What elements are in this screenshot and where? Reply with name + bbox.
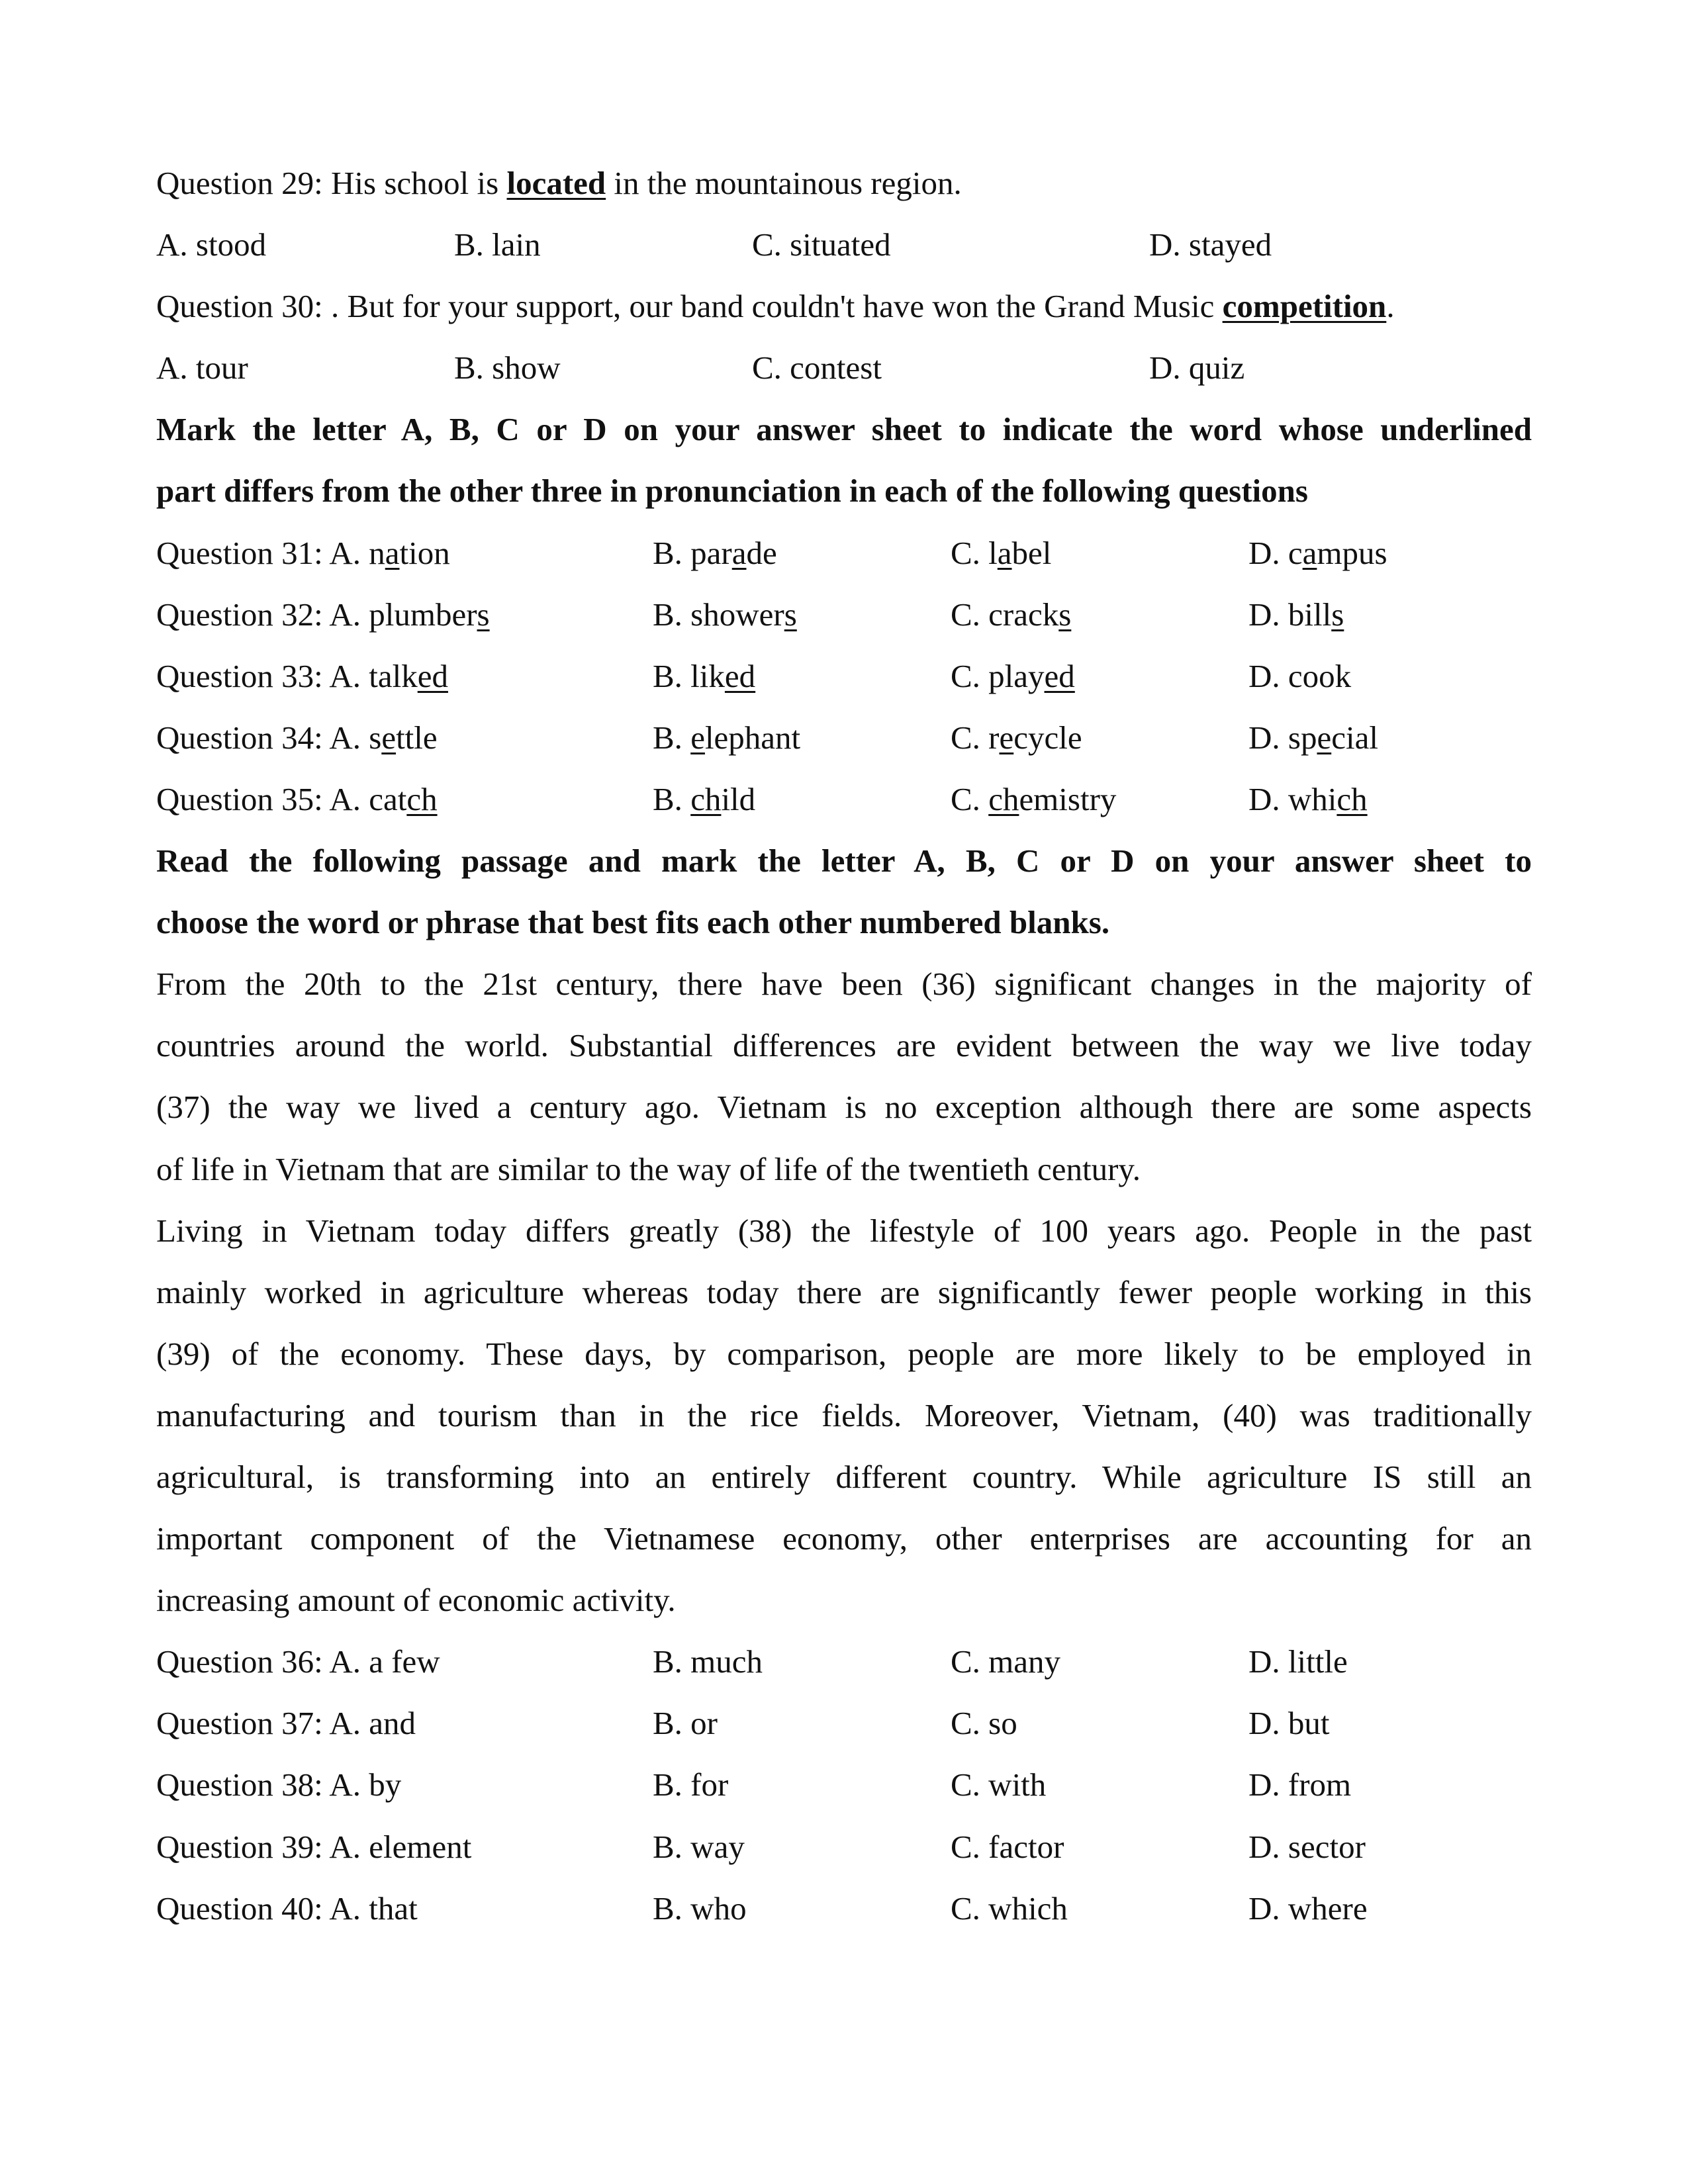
- underlined-part: a: [997, 534, 1012, 571]
- cloze-question-row: [156, 1692, 1532, 1754]
- option-text: A. and: [329, 1705, 416, 1742]
- option-c: [951, 768, 1116, 830]
- keyword: located: [506, 165, 606, 201]
- option-text: D. from: [1248, 1766, 1352, 1803]
- option-text: D. cook: [1248, 657, 1352, 694]
- question-text: Question 29: His school is: [156, 165, 507, 201]
- option-d: [1248, 1878, 1368, 1939]
- underlined-part: e: [1317, 719, 1332, 756]
- option-b: [653, 1754, 728, 1815]
- passage-line: manufacturing and tourism than in the rice fields. Moreover, Vietnam, (40) was traditionally: [156, 1396, 1532, 1433]
- option-c: [951, 1816, 1064, 1878]
- option-d: D. stayed: [1149, 226, 1272, 263]
- option-text: B. way: [653, 1828, 745, 1865]
- keyword: competition: [1222, 288, 1387, 325]
- option-c: [951, 707, 1082, 768]
- pronunciation-question-row: [156, 645, 1532, 707]
- cloze-question-row: [156, 1754, 1532, 1815]
- option-text: de: [746, 534, 777, 571]
- option-c: [951, 1878, 1068, 1939]
- pronunciation-question-row: [156, 584, 1532, 645]
- passage-line: Living in Vietnam today differs greatly (38) the lifestyle of 100 years ago. People in the past: [156, 1212, 1532, 1249]
- pronunciation-question-row: [156, 707, 1532, 768]
- instruction-pronunciation-line-2: part differs from the other three in pronunciation in each of the following questions: [156, 473, 1308, 510]
- option-b: [653, 1878, 747, 1939]
- option-text: A. that: [329, 1889, 418, 1927]
- passage-line: mainly worked in agriculture whereas today there are significantly fewer people working in this: [156, 1273, 1532, 1310]
- option-b: [653, 1631, 763, 1692]
- option-text: C.: [951, 780, 989, 817]
- question-text: in the mountainous region.: [606, 165, 962, 201]
- cloze-question-row: [156, 1631, 1532, 1692]
- option-c: [951, 1631, 1060, 1692]
- option-text: C. many: [951, 1643, 1061, 1680]
- underlined-part: e: [999, 719, 1014, 756]
- option-text: D. sp: [1248, 719, 1317, 756]
- question-29-options: [156, 214, 1532, 275]
- passage-line: (37) the way we lived a century ago. Vietnam is no exception although there are some aspects: [156, 1089, 1532, 1126]
- option-b: [653, 522, 777, 584]
- option-b: [653, 768, 755, 830]
- question-text: .: [1386, 288, 1395, 325]
- underlined-part: ch: [690, 780, 722, 817]
- option-text: lephant: [704, 719, 801, 756]
- option-a: [156, 584, 490, 645]
- option-b: [653, 707, 800, 768]
- option-text: B. shower: [653, 596, 784, 633]
- option-a: [156, 1878, 418, 1939]
- option-c: C. contest: [752, 349, 882, 387]
- option-d: [1248, 584, 1344, 645]
- option-text: B. who: [653, 1889, 747, 1927]
- passage-line: important component of the Vietnamese economy, other enterprises are accounting for an: [156, 1520, 1532, 1557]
- question-label: Question 31:: [156, 534, 330, 571]
- question-30-options: [156, 337, 1532, 398]
- reading-passage: [156, 953, 1532, 1631]
- passage-line: agricultural, is transforming into an entirely different country. While agriculture IS still an: [156, 1458, 1532, 1495]
- option-text: A. talk: [329, 657, 418, 694]
- option-text: B.: [653, 780, 691, 817]
- option-a: [156, 1816, 471, 1878]
- option-text: C. crack: [951, 596, 1059, 633]
- underlined-part: ed: [417, 657, 448, 694]
- instruction-reading-line-2: choose the word or phrase that best fits each other numbered blanks.: [156, 904, 1110, 941]
- option-a: [156, 768, 438, 830]
- question-label: Question 40:: [156, 1889, 330, 1927]
- pronunciation-questions: [156, 522, 1532, 830]
- cloze-questions: [156, 1631, 1532, 1938]
- question-label: Question 35:: [156, 780, 330, 817]
- option-b: [653, 645, 755, 707]
- option-text: A. cat: [329, 780, 407, 817]
- option-text: B. much: [653, 1643, 763, 1680]
- instruction-pronunciation-line-1: Mark the letter A, B, C or D on your answer sheet to indicate the word whose underlined: [156, 411, 1532, 448]
- question-label: Question 39:: [156, 1828, 330, 1865]
- pronunciation-question-row: [156, 522, 1532, 584]
- underlined-part: ch: [406, 780, 438, 817]
- option-c: [951, 1692, 1017, 1754]
- underlined-part: ch: [988, 780, 1019, 817]
- option-text: B. or: [653, 1705, 718, 1742]
- option-a: [156, 1754, 401, 1815]
- underlined-part: ch: [1336, 780, 1368, 817]
- option-text: D. little: [1248, 1643, 1348, 1680]
- cloze-question-row: [156, 1878, 1532, 1939]
- option-b: B. show: [454, 349, 561, 387]
- pronunciation-question-row: [156, 768, 1532, 830]
- option-text: A. plumber: [329, 596, 477, 633]
- option-d: D. quiz: [1149, 349, 1245, 387]
- option-d: [1248, 1816, 1366, 1878]
- option-d: [1248, 1754, 1351, 1815]
- question-30-stem: [156, 275, 1532, 337]
- option-text: emistry: [1019, 780, 1117, 817]
- option-text: A. a few: [329, 1643, 440, 1680]
- option-c: [951, 1754, 1046, 1815]
- option-text: D. but: [1248, 1705, 1330, 1742]
- option-a: [156, 707, 438, 768]
- option-text: C. l: [951, 534, 998, 571]
- option-text: C. so: [951, 1705, 1017, 1742]
- underlined-part: s: [1331, 596, 1344, 633]
- option-b: [653, 584, 797, 645]
- option-text: A. element: [329, 1828, 472, 1865]
- option-a: [156, 1692, 416, 1754]
- option-text: B. for: [653, 1766, 729, 1803]
- option-d: [1248, 707, 1378, 768]
- option-d: [1248, 768, 1368, 830]
- option-text: tion: [399, 534, 450, 571]
- option-c: [951, 584, 1071, 645]
- option-text: mpus: [1317, 534, 1387, 571]
- question-label: Question 33:: [156, 657, 330, 694]
- instruction-reading-line-1: Read the following passage and mark the letter A, B, C or D on your answer sheet to: [156, 842, 1532, 880]
- passage-line: increasing amount of economic activity.: [156, 1582, 676, 1619]
- underlined-part: a: [1302, 534, 1317, 571]
- option-text: B.: [653, 719, 691, 756]
- option-text: D. whi: [1248, 780, 1337, 817]
- option-text: D. sector: [1248, 1828, 1366, 1865]
- question-label: Question 32:: [156, 596, 330, 633]
- underlined-part: s: [477, 596, 490, 633]
- underlined-part: s: [784, 596, 797, 633]
- option-text: cial: [1331, 719, 1378, 756]
- option-text: D. bill: [1248, 596, 1332, 633]
- exam-page: [156, 152, 1532, 1939]
- cloze-question-row: [156, 1816, 1532, 1878]
- passage-line: (39) of the economy. These days, by comparison, people are more likely to be employed in: [156, 1335, 1532, 1372]
- question-label: Question 38:: [156, 1766, 330, 1803]
- option-text: B. lik: [653, 657, 725, 694]
- passage-line: From the 20th to the 21st century, there have been (36) significant changes in the majority of: [156, 966, 1532, 1003]
- option-d: [1248, 1692, 1330, 1754]
- option-text: A. by: [329, 1766, 402, 1803]
- option-text: B. par: [653, 534, 732, 571]
- underlined-part: a: [385, 534, 400, 571]
- option-text: ild: [721, 780, 756, 817]
- question-label: Question 34:: [156, 719, 330, 756]
- option-a: [156, 1631, 440, 1692]
- option-c: [951, 645, 1075, 707]
- option-text: C. which: [951, 1889, 1068, 1927]
- option-d: [1248, 645, 1351, 707]
- question-text: Question 30: . But for your support, our band couldn't have won the Grand Music: [156, 288, 1223, 325]
- option-text: ttle: [396, 719, 438, 756]
- passage-line: countries around the world. Substantial differences are evident between the way we live today: [156, 1027, 1532, 1064]
- underlined-part: s: [1058, 596, 1072, 633]
- option-c: [951, 522, 1051, 584]
- question-label: Question 36:: [156, 1643, 330, 1680]
- option-d: [1248, 1631, 1348, 1692]
- option-text: A. n: [329, 534, 385, 571]
- question-label: Question 37:: [156, 1705, 330, 1742]
- question-29-stem: [156, 152, 1532, 214]
- underlined-part: e: [381, 719, 397, 756]
- option-text: C. r: [951, 719, 1000, 756]
- option-b: [653, 1692, 718, 1754]
- underlined-part: ed: [724, 657, 756, 694]
- underlined-part: e: [690, 719, 705, 756]
- option-a: A. stood: [156, 226, 267, 263]
- option-b: [653, 1816, 745, 1878]
- option-text: bel: [1011, 534, 1052, 571]
- option-c: C. situated: [752, 226, 891, 263]
- option-a: [156, 645, 448, 707]
- option-text: A. s: [329, 719, 382, 756]
- passage-line: of life in Vietnam that are similar to the way of life of the twentieth century.: [156, 1150, 1141, 1187]
- option-text: C. with: [951, 1766, 1047, 1803]
- option-text: D. c: [1248, 534, 1303, 571]
- option-d: [1248, 522, 1387, 584]
- option-a: [156, 522, 450, 584]
- underlined-part: ed: [1044, 657, 1075, 694]
- option-text: C. factor: [951, 1828, 1064, 1865]
- option-text: cycle: [1013, 719, 1082, 756]
- option-b: B. lain: [454, 226, 541, 263]
- underlined-part: a: [731, 534, 747, 571]
- option-a: A. tour: [156, 349, 248, 387]
- option-text: D. where: [1248, 1889, 1368, 1927]
- option-text: C. play: [951, 657, 1045, 694]
